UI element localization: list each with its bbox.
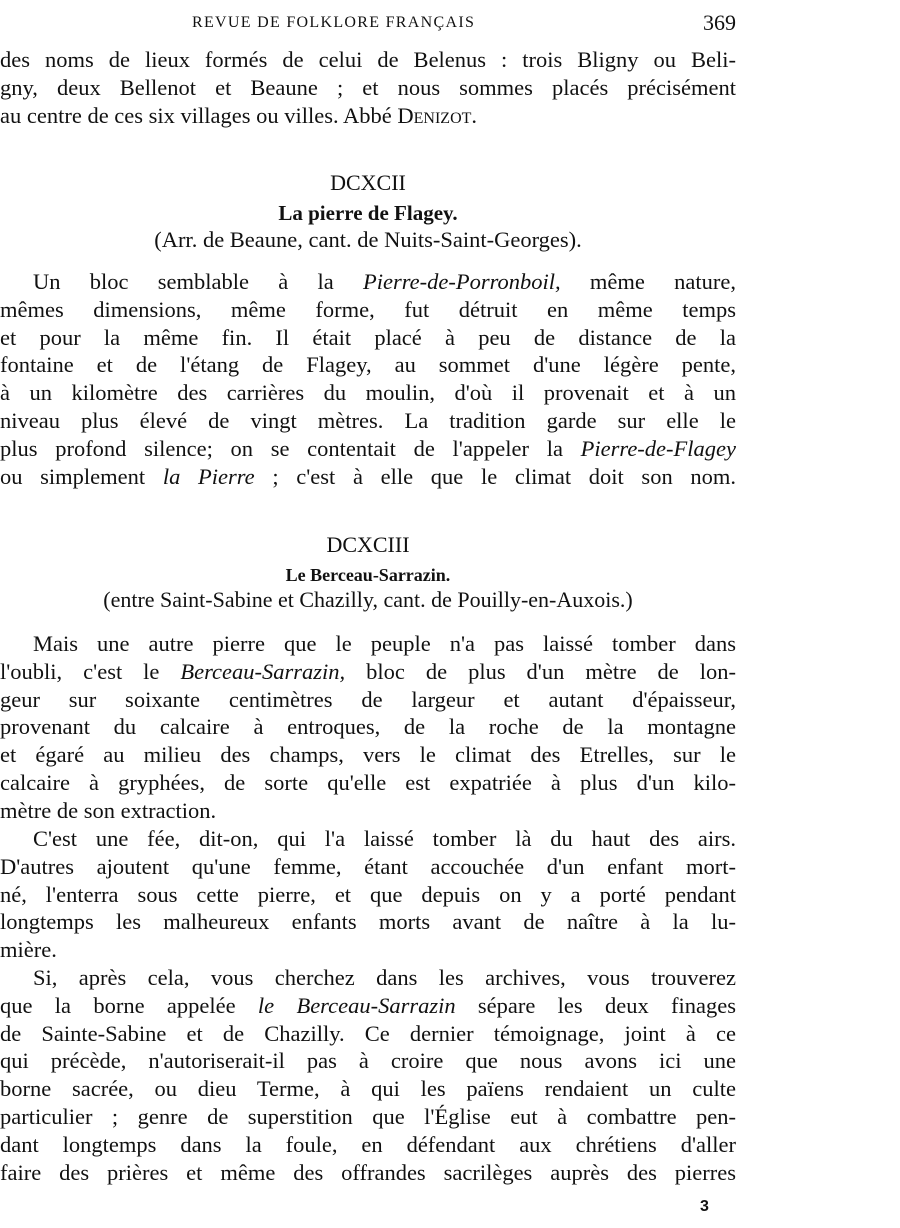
text-segment: ; c'est à elle que le climat doit son nom. bbox=[254, 463, 736, 489]
text-segment: faire des prières et même des offrandes sacrilèges auprès des pierres bbox=[0, 1159, 736, 1185]
text-segment: longtemps les malheureux enfants morts avant de naître à la lu- bbox=[0, 909, 736, 935]
text-segment: même nature, bbox=[560, 269, 736, 294]
text-segment: ou simplement bbox=[0, 463, 163, 489]
text-segment: né, l'enterra sous cette pierre, et que depuis on y a porté pendant bbox=[0, 881, 736, 907]
text-line bbox=[0, 351, 736, 379]
text-segment: mière. bbox=[0, 937, 57, 963]
text-line bbox=[0, 936, 736, 964]
text-line bbox=[0, 1131, 736, 1159]
text-segment: D'autres ajoutent qu'une femme, étant accouchée d'un enfant mort- bbox=[0, 853, 736, 879]
text-line bbox=[0, 964, 736, 992]
text-line bbox=[0, 296, 736, 324]
text-line bbox=[0, 463, 736, 491]
text-segment: l'oubli, c'est le bbox=[0, 658, 181, 684]
text-segment: particulier ; genre de superstition que l'Église eut à combattre pen- bbox=[0, 1103, 736, 1129]
section-location-flagey: (Arr. de Beaune, cant. de Nuits-Saint-Georges). bbox=[154, 227, 582, 252]
text-line bbox=[0, 74, 736, 102]
text-segment: bloc de plus d'un mètre de lon- bbox=[345, 658, 736, 684]
journal-title: REVUE DE FOLKLORE FRANÇAIS bbox=[192, 14, 476, 31]
page-number: 369 bbox=[703, 10, 736, 35]
text-segment: qui précède, n'autoriserait-il pas à croire que nous avons ici une bbox=[0, 1048, 736, 1074]
text-segment: et pour la même fin. Il était placé à peu de distance de la bbox=[0, 324, 736, 350]
text-segment: des noms de lieux formés de celui de Belenus : trois Bligny ou Beli- bbox=[0, 47, 736, 72]
section-title-flagey: La pierre de Flagey. bbox=[278, 201, 458, 225]
paragraph-3 bbox=[0, 630, 736, 825]
text-line bbox=[0, 102, 736, 130]
text-line bbox=[0, 407, 736, 435]
text-segment: C'est une fée, dit-on, qui l'a laissé tomber là du haut des airs. bbox=[33, 826, 736, 851]
section-number-dcxciii: DCXCIII bbox=[326, 532, 410, 557]
text-segment: Mais une autre pierre que le peuple n'a pas laissé tomber dans bbox=[33, 631, 736, 656]
text-segment: provenant du calcaire à entroques, de la roche de la montagne bbox=[0, 714, 736, 740]
text-line bbox=[0, 1103, 736, 1131]
text-line bbox=[0, 713, 736, 741]
italic-text: Pierre-de-Flagey bbox=[580, 435, 736, 461]
text-line bbox=[0, 658, 736, 686]
text-segment: niveau plus élevé de vingt mètres. La tradition garde sur elle le bbox=[0, 407, 736, 433]
text-line bbox=[0, 379, 736, 407]
text-segment: borne sacrée, ou dieu Terme, à qui les païens rendaient un culte bbox=[0, 1076, 736, 1102]
text-segment: calcaire à gryphées, de sorte qu'elle est expatriée à plus d'un kilo- bbox=[0, 769, 736, 795]
text-line bbox=[0, 992, 736, 1020]
text-line bbox=[0, 324, 736, 352]
text-segment: Si, après cela, vous cherchez dans les archives, vous trouverez bbox=[33, 965, 736, 990]
text-segment: sépare les deux finages bbox=[455, 992, 736, 1018]
text-line bbox=[0, 825, 736, 853]
text-line bbox=[0, 630, 736, 658]
text-segment: gny, deux Bellenot et Beaune ; et nous sommes placés précisément bbox=[0, 74, 736, 100]
italic-text: le Berceau-Sarrazin bbox=[257, 992, 456, 1018]
text-segment: Un bloc semblable à la bbox=[33, 269, 363, 294]
italic-text: Berceau-Sarrazin, bbox=[180, 658, 346, 684]
text-segment: mètre de son extraction. bbox=[0, 797, 217, 823]
text-segment: à un kilomètre des carrières du moulin, d'où il provenait et à un bbox=[0, 380, 736, 406]
section-location-berceau: (entre Saint-Sabine et Chazilly, cant. de Pouilly-en-Auxois.) bbox=[103, 587, 633, 612]
text-line bbox=[0, 741, 736, 769]
paragraph-2 bbox=[0, 268, 736, 490]
paragraph-5 bbox=[0, 964, 736, 1186]
text-line bbox=[0, 853, 736, 881]
section-number-dcxcii: DCXCII bbox=[330, 170, 406, 195]
text-line bbox=[0, 1075, 736, 1103]
paragraph-1 bbox=[0, 46, 736, 129]
text-line bbox=[0, 1020, 736, 1048]
text-segment: que la borne appelée bbox=[0, 992, 258, 1018]
text-line bbox=[0, 908, 736, 936]
running-header bbox=[0, 10, 736, 38]
text-line bbox=[0, 797, 736, 825]
text-line bbox=[0, 1047, 736, 1075]
text-segment: et égaré au milieu des champs, vers le climat des Etrelles, sur le bbox=[0, 742, 736, 768]
author-name: Denizot. bbox=[397, 102, 478, 128]
text-segment: geur sur soixante centimètres de largeur et autant d'épaisseur, bbox=[0, 686, 736, 712]
text-segment: fontaine et de l'étang de Flagey, au sommet d'une légère pente, bbox=[0, 352, 736, 378]
italic-text: Pierre-de-Porronboil, bbox=[362, 269, 561, 294]
text-segment: dant longtemps dans la foule, en défendant aux chrétiens d'aller bbox=[0, 1131, 736, 1157]
text-line bbox=[0, 268, 736, 296]
text-segment: au centre de ces six villages ou villes. Abbé bbox=[0, 102, 398, 128]
text-line bbox=[0, 1159, 736, 1187]
italic-text: la Pierre bbox=[162, 463, 255, 489]
text-line bbox=[0, 881, 736, 909]
paragraph-4 bbox=[0, 825, 736, 964]
text-line bbox=[0, 435, 736, 463]
text-segment: de Sainte-Sabine et de Chazilly. Ce dernier témoignage, joint à ce bbox=[0, 1020, 736, 1046]
text-line bbox=[0, 46, 736, 74]
text-segment: plus profond silence; on se contentait de l'appeler la bbox=[0, 435, 581, 461]
signature-mark: 3 bbox=[700, 1198, 709, 1215]
section-title-berceau: Le Berceau-Sarrazin. bbox=[285, 565, 451, 585]
text-line bbox=[0, 769, 736, 797]
text-segment: mêmes dimensions, même forme, fut détruit en même temps bbox=[0, 296, 736, 322]
text-line bbox=[0, 686, 736, 714]
